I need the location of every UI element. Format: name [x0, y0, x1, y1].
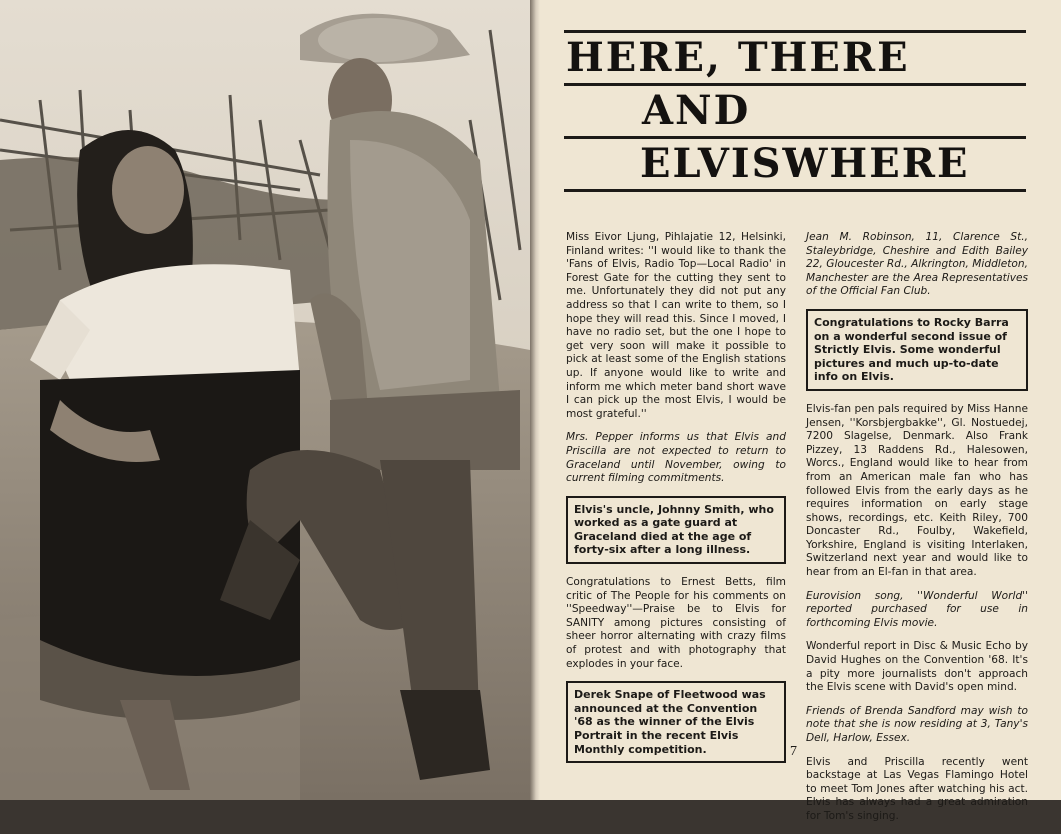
headline-line-3: ELVISWHERE — [640, 140, 970, 187]
headline-rule — [564, 189, 1026, 192]
headline-line-2: AND — [642, 87, 751, 134]
news-item-graceland-return: Mrs. Pepper informs us that Elvis and Priscilla are not expected to return to Graceland until November, owing to current filming commitments. — [566, 431, 786, 485]
right-column — [806, 231, 1028, 834]
news-item-disc-music-echo: Wonderful report in Disc & Music Echo by David Hughes on the Convention '68. It's a pity more journalists don't approach the Elvis scene with David's open mind. — [806, 640, 1028, 694]
news-item-pen-pals: Elvis-fan pen pals required by Miss Hanne Jensen, ''Korsbjergbakke'', Gl. Nostuedej, 7200 Slagelse, Denmark. Also Frank Pizzey, 13 Raddens Rd., Halesowen, Worcs., England would like to hear from from an American male fan who has followed Elvis from the early days as he requires information on early stage shows, recordings, etc. Keith Riley, 700 Doncaster Rd., Foulby, Wakefield, Yorkshire, England is visiting Interlaken, Switzerland next year and would like to hear from an El-fan in that area. — [806, 402, 1028, 579]
article-page — [540, 0, 1061, 822]
film-still-illustration — [0, 0, 530, 800]
page-gutter — [530, 0, 540, 800]
boxed-news-derek-snape: Derek Snape of Fleetwood was announced at the Convention '68 as the winner of the Elvis Portrait in the recent Elvis Monthly competition. — [566, 681, 786, 763]
news-item-ernest-betts: Congratulations to Ernest Betts, film critic of The People for his comments on ''Speedway''—Praise be to Elvis for SANITY among pictures consisting of sheer horror alternating with crazy films of protest and with photography that explodes in your face. — [566, 576, 786, 670]
news-item-eurovision-song: Eurovision song, ''Wonderful World'' reported purchased for use in forthcoming Elvis movie. — [806, 589, 1028, 629]
news-item-helsinki-letter: Miss Eivor Ljung, Pihlajatie 12, Helsinki, Finland writes: ''I would like to thank the 'Fans of Elvis, Radio Top—Local Radio' in Forest Gate for the cutting they sent to me. Unfortunately they did not put any address so that I can write to them, so I hope they will read this. Since I moved, I have no radio set, but the one I hope to get very soon will make it possible to pick at least some of the English stations up. If anyone would like to write and inform me which meter band short wave I can pick up the most Elvis, I would be most grateful.'' — [566, 231, 786, 420]
film-still-photo — [0, 0, 530, 800]
boxed-news-rocky-barra: Congratulations to Rocky Barra on a wonderful second issue of Strictly Elvis. Some wonderful pictures and much up-to-date info on Elvis. — [806, 309, 1028, 391]
news-item-brenda-sandford: Friends of Brenda Sandford may wish to note that she is now residing at 3, Tany's Dell, Harlow, Essex. — [806, 704, 1028, 744]
boxed-news-johnny-smith: Elvis's uncle, Johnny Smith, who worked as a gate guard at Graceland died at the age of forty-six after a long illness. — [566, 496, 786, 564]
headline-line-1: HERE, THERE — [566, 34, 910, 81]
news-item-area-representatives: Jean M. Robinson, 11, Clarence St., Staleybridge, Cheshire and Edith Bailey 22, Gloucester Rd., Alkrington, Middleton, Manchester are the Area Representatives of the Official Fan Club. — [806, 231, 1028, 298]
news-item-tom-jones: Elvis and Priscilla recently went backstage at Las Vegas Flamingo Hotel to meet Tom Jones after watching his act. Elvis has always had a great admiration for Tom's singing. — [806, 755, 1028, 822]
left-column — [566, 231, 786, 775]
headline — [564, 30, 1026, 192]
page-number: 7 — [790, 744, 797, 759]
